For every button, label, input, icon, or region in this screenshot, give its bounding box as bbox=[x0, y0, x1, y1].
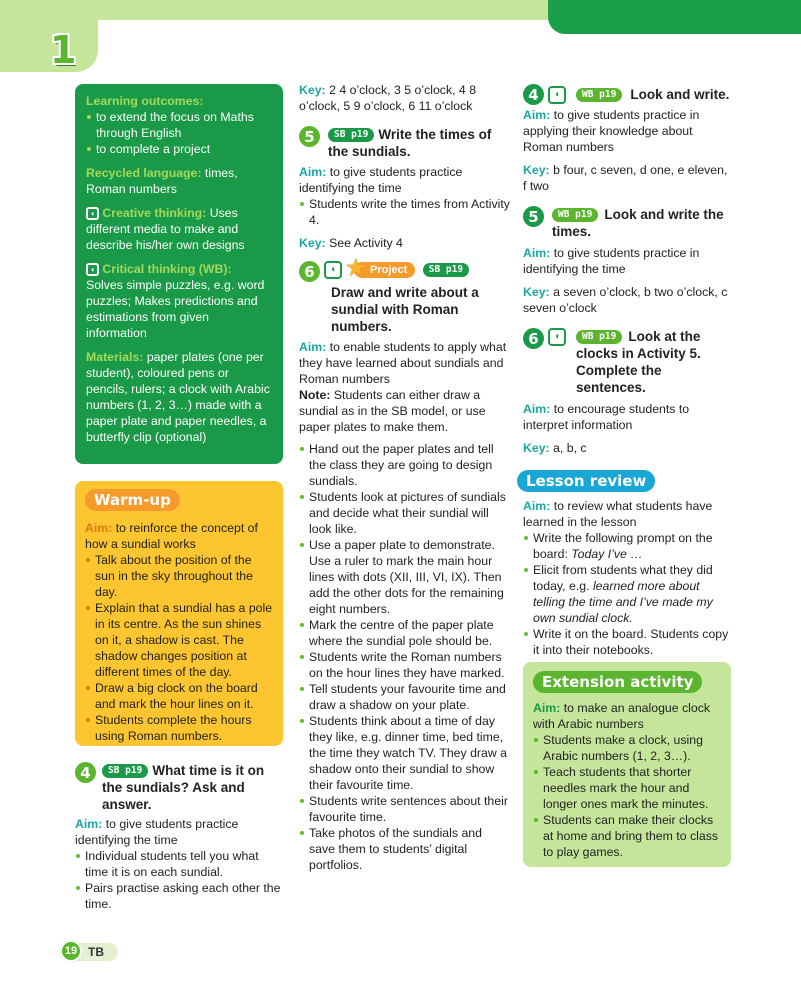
activity-6-wb bbox=[523, 328, 733, 456]
thinking-skill-icon: ◖ bbox=[548, 86, 566, 104]
aim-text: to encourage students to interpret information bbox=[523, 402, 690, 432]
aim-label: Aim: bbox=[523, 108, 551, 122]
page-ref-pill: WB p19 bbox=[552, 208, 598, 222]
recycled-language bbox=[86, 165, 273, 197]
materials bbox=[86, 349, 273, 445]
aim-text: to enable students to apply what they have learned about sundials and Roman numbers bbox=[299, 340, 507, 386]
creative-label: Creative thinking: bbox=[102, 206, 207, 220]
activity-number: 5 bbox=[299, 126, 320, 147]
activity-4-wb bbox=[523, 84, 733, 194]
materials-label: Materials: bbox=[86, 350, 144, 364]
extension-list bbox=[533, 732, 723, 860]
activity-5-wb bbox=[523, 206, 733, 316]
key-text: a, b, c bbox=[549, 441, 587, 455]
list-item: Students can make their clocks at home and bring them to class to play games. bbox=[533, 812, 723, 860]
thinking-skill-icon: ◖ bbox=[86, 207, 99, 220]
extension-box bbox=[523, 662, 731, 867]
page-ref-pill: SB p19 bbox=[423, 263, 469, 277]
note-label: Note: bbox=[299, 388, 331, 402]
aim-label: Aim: bbox=[85, 521, 113, 535]
activity-6-sb bbox=[299, 254, 511, 873]
activity-title: Draw and write about a sundial with Roman numbers. bbox=[331, 285, 479, 334]
list-item: Students make a clock, using Arabic numbers (1, 2, 3…). bbox=[533, 732, 723, 764]
list-item: to extend the focus on Maths through English bbox=[86, 109, 273, 141]
aim-text: to make an analogue clock with Arabic numbers bbox=[533, 701, 711, 731]
extension-title: Extension activity bbox=[533, 671, 702, 693]
aim-label: Aim: bbox=[75, 817, 103, 831]
aim-label: Aim: bbox=[523, 499, 551, 513]
page-number: 19 bbox=[60, 940, 82, 962]
list-item: Pairs practise asking each other the time. bbox=[75, 880, 285, 912]
activity-title: Write the times of the sundials. bbox=[328, 127, 492, 159]
key-label: Key: bbox=[523, 441, 550, 455]
activity-5-sb bbox=[299, 126, 511, 251]
creative-thinking bbox=[86, 205, 273, 253]
aim-label: Aim: bbox=[299, 165, 327, 179]
key-label: Key: bbox=[299, 83, 326, 97]
page-ref-pill: WB p19 bbox=[576, 330, 622, 344]
list-item: Students think about a time of day they like, e.g. dinner time, bed time, the time they watch TV. They draw a shadow onto their sundial to show their favourite time. bbox=[299, 713, 511, 793]
activity-number: 4 bbox=[523, 84, 544, 105]
key-label: Key: bbox=[523, 163, 550, 177]
list-item: Tell students your favourite time and draw a shadow on your plate. bbox=[299, 681, 511, 713]
list-item bbox=[523, 562, 733, 626]
page-ref-pill: WB p19 bbox=[576, 88, 622, 102]
learning-outcomes-list bbox=[86, 109, 273, 157]
creative-text: Uses different media to make and describe his/her own designs bbox=[86, 206, 245, 252]
key-text: 2 4 o’clock, 3 5 o’clock, 4 8 o’clock, 5 9 o’clock, 6 11 o’clock bbox=[299, 83, 477, 113]
list-item: Draw a big clock on the board and mark the hour lines on it. bbox=[85, 680, 273, 712]
page-ref-pill: SB p19 bbox=[328, 128, 374, 142]
list-item: Individual students tell you what time it is on each sundial. bbox=[75, 848, 285, 880]
list-item bbox=[523, 530, 733, 562]
activity-list bbox=[299, 196, 511, 228]
list-item: Students write the times from Activity 4. bbox=[299, 196, 511, 228]
review-list bbox=[523, 530, 733, 658]
aim-text: to give students practice identifying the time bbox=[75, 817, 239, 847]
list-item: Students look at pictures of sundials and decide what their sundial will look like. bbox=[299, 489, 511, 537]
critical-label: Critical thinking (WB): bbox=[102, 262, 232, 276]
list-item: Talk about the position of the sun in the sky throughout the day. bbox=[85, 552, 273, 600]
activity-4-sb bbox=[75, 762, 285, 912]
aim-text: to give students practice in identifying the time bbox=[523, 246, 700, 276]
critical-thinking bbox=[86, 261, 273, 341]
key-label: Key: bbox=[523, 285, 550, 299]
activity-list bbox=[299, 441, 511, 873]
activity-title: Look and write. bbox=[630, 87, 730, 102]
thinking-skill-icon: ◖ bbox=[86, 263, 99, 276]
activity-number: 5 bbox=[523, 206, 544, 227]
page-ref-pill: SB p19 bbox=[102, 764, 148, 778]
list-item: Mark the centre of the paper plate where the sundial pole should be. bbox=[299, 617, 511, 649]
thinking-skill-icon: ◖ bbox=[548, 328, 566, 346]
list-item-text: Elicit from students what they did today, e.g. bbox=[533, 563, 713, 593]
footer-label: TB bbox=[88, 945, 104, 959]
aim-label: Aim: bbox=[523, 246, 551, 260]
recycled-text: times, Roman numbers bbox=[86, 166, 238, 196]
column-2 bbox=[299, 82, 511, 873]
key-text: See Activity 4 bbox=[325, 236, 403, 250]
activity-title: Look and write the times. bbox=[552, 207, 724, 239]
top-tab-green bbox=[548, 0, 801, 34]
lesson-review bbox=[523, 470, 733, 658]
star-icon: ★ bbox=[346, 254, 366, 280]
activity-number: 4 bbox=[75, 762, 96, 783]
aim-text: to review what students have learned in the lesson bbox=[523, 499, 713, 529]
list-item: Write it on the board. Students copy it into their notebooks. bbox=[523, 626, 733, 658]
activity-title: Look at the clocks in Activity 5. Complete the sentences. bbox=[576, 329, 701, 395]
list-item: Students complete the hours using Roman numbers. bbox=[85, 712, 273, 744]
list-item-text: Write the following prompt on the board: bbox=[533, 531, 713, 561]
aim-text: to give students practice in applying their knowledge about Roman numbers bbox=[523, 108, 700, 154]
unit-number: 1 bbox=[50, 28, 77, 72]
column-3 bbox=[523, 84, 733, 658]
list-item: Students write sentences about their favourite time. bbox=[299, 793, 511, 825]
list-item: Teach students that shorter needles mark the hour and longer ones mark the minutes. bbox=[533, 764, 723, 812]
prompt-text: Today I’ve … bbox=[571, 547, 643, 561]
project-label bbox=[346, 254, 415, 280]
critical-text: Solves simple puzzles, e.g. word puzzles; Makes predictions and estimations from given information bbox=[86, 278, 265, 340]
aim-text: to give students practice identifying the time bbox=[299, 165, 463, 195]
activity-list bbox=[75, 848, 285, 912]
list-item: Use a paper plate to demonstrate. Use a ruler to mark the main hour lines with dots (XII, III, VI, IX). Then add the other dots for the remaining eight numbers. bbox=[299, 537, 511, 617]
recycled-label: Recycled language: bbox=[86, 166, 202, 180]
key-text: b four, c seven, d one, e eleven, f two bbox=[523, 163, 728, 193]
list-item: Hand out the paper plates and tell the class they are going to design sundials. bbox=[299, 441, 511, 489]
list-item: Take photos of the sundials and save them to students’ digital portfolios. bbox=[299, 825, 511, 873]
key-label: Key: bbox=[299, 236, 326, 250]
key-text: a seven o’clock, b two o’clock, c seven o’clock bbox=[523, 285, 728, 315]
activity-number: 6 bbox=[299, 261, 320, 282]
aim-label: Aim: bbox=[523, 402, 551, 416]
lesson-info-box bbox=[75, 84, 283, 464]
materials-text: paper plates (one per student), coloured pens or pencils, rulers; a clock with Arabic numbers (1, 2, 3…) made with a paper plate and paper needles, a butterfly clip (optional) bbox=[86, 350, 270, 444]
lesson-review-title: Lesson review bbox=[517, 470, 655, 492]
note-text: Students can either draw a sundial as in the SB model, or use paper plates to make them. bbox=[299, 388, 486, 434]
aim-label: Aim: bbox=[299, 340, 327, 354]
thinking-skill-icon: ◖ bbox=[324, 261, 342, 279]
list-item: Students write the Roman numbers on the hour lines they have marked. bbox=[299, 649, 511, 681]
example-text: learned more about telling the time and I’ve made my own sundial clock. bbox=[533, 579, 713, 625]
project-text: Project bbox=[370, 263, 408, 276]
warmup-list bbox=[85, 552, 273, 744]
warmup-box bbox=[75, 481, 283, 746]
aim-label: Aim: bbox=[533, 701, 561, 715]
aim-text: to reinforce the concept of how a sundial works bbox=[85, 521, 258, 551]
learning-outcomes-label: Learning outcomes: bbox=[86, 94, 204, 108]
list-item: to complete a project bbox=[86, 141, 273, 157]
warmup-title: Warm-up bbox=[85, 489, 180, 511]
list-item: Explain that a sundial has a pole in its centre. As the sun shines on it, a shadow is cast. The shadow changes position at different times of the day. bbox=[85, 600, 273, 680]
activity-number: 6 bbox=[523, 328, 544, 349]
activity-title: What time is it on the sundials? Ask and answer. bbox=[102, 763, 265, 812]
